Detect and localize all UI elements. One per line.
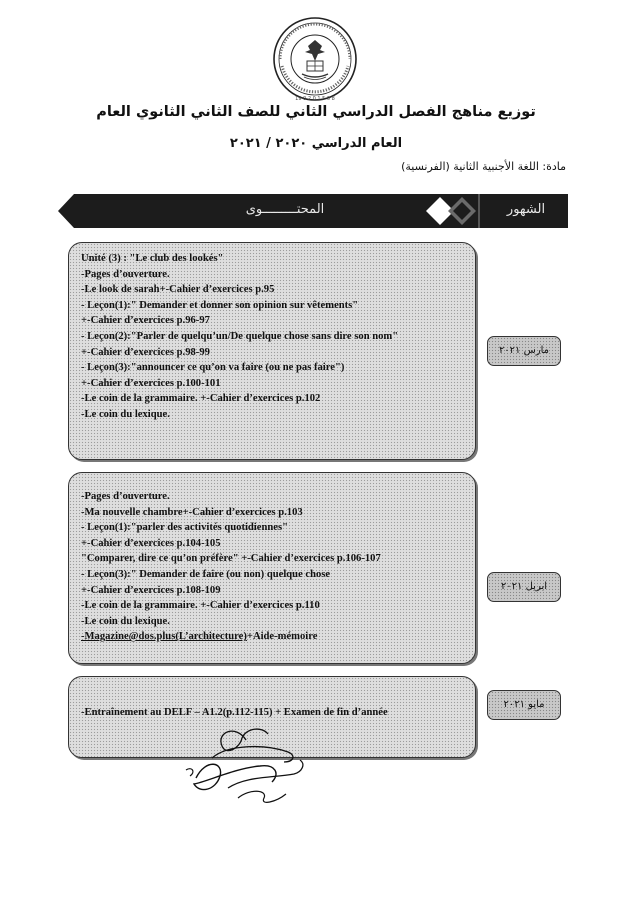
content-line: - Leçon(1):" Demander et donner son opinion sur vêtements" (81, 299, 359, 311)
magazine-tail: +Aide-mémoire (246, 631, 318, 643)
content-line: -Ma nouvelle chambre+-Cahier d’exercices p.103 (81, 506, 303, 518)
content-line: "Comparer, dire ce qu’on préfère" +-Cahier d’exercices p.106-107 (81, 553, 381, 565)
content-box-april (68, 472, 476, 664)
page-title: توزيع مناهج الفصل الدراسي الثاني للصف الثاني الثانوي العام (96, 104, 536, 120)
content-line: +-Cahier d’exercices p.96-97 (81, 315, 210, 327)
month-label-march: مارس ٢٠٢١ (487, 336, 561, 366)
content-line: -Le coin de la grammaire. +-Cahier d’exercices p.102 (81, 393, 321, 405)
content-line: -Pages d’ouverture. (81, 491, 170, 502)
content-line: - Leçon(2):"Parler de quelqu’un/De quelque chose sans dire son nom" (81, 330, 399, 342)
header-content-label: المحتـــــــــوى (245, 202, 325, 217)
content-line: +-Cahier d’exercices p.108-109 (81, 584, 221, 596)
content-line: -Pages d’ouverture. (81, 268, 170, 280)
content-line: -Entraînement au DELF – A1.2(p.112-115) + Examen de fin d’année (81, 707, 388, 718)
content-line: Unité (3) : "Le club des lookés" (81, 253, 224, 264)
month-label-april: ابريل ٢٠٢١ (487, 572, 561, 602)
seal-caption: 19 0 2 0 1 5 0 8 (295, 96, 335, 102)
content-box-march (68, 242, 476, 460)
content-line-magazine (81, 629, 463, 645)
handwritten-signature (176, 718, 316, 806)
ministry-seal-logo (272, 16, 358, 102)
month-label-may: مايو ٢٠٢١ (487, 690, 561, 720)
content-line: -Le coin du lexique. (81, 408, 170, 420)
magazine-link-text: -Magazine@dos.plus(L’architecture) (81, 631, 247, 643)
content-line: +-Cahier d’exercices p.98-99 (81, 346, 210, 358)
content-line: +-Cahier d’exercices p.100-101 (81, 377, 221, 389)
content-line: -Le coin de la grammaire. +-Cahier d’exercices p.110 (81, 600, 320, 612)
content-line: -Le coin du lexique. (81, 615, 170, 627)
academic-year: العام الدراسي ٢٠٢٠ / ٢٠٢١ (229, 136, 403, 151)
content-line: - Leçon(3):"announcer ce qu’on va faire (ou ne pas faire") (81, 362, 345, 374)
header-months-label: الشهور (506, 202, 546, 217)
subject-label: مادة: اللغة الأجنبية الثانية (الفرنسية) (401, 160, 566, 173)
content-line: -Le look de sarah+-Cahier d’exercices p.95 (81, 284, 275, 296)
content-line: - Leçon(3):" Demander de faire (ou non) quelque chose (81, 568, 331, 580)
content-line: +-Cahier d’exercices p.104-105 (81, 537, 221, 549)
content-line: - Leçon(1):"parler des activités quotidiennes" (81, 522, 288, 534)
